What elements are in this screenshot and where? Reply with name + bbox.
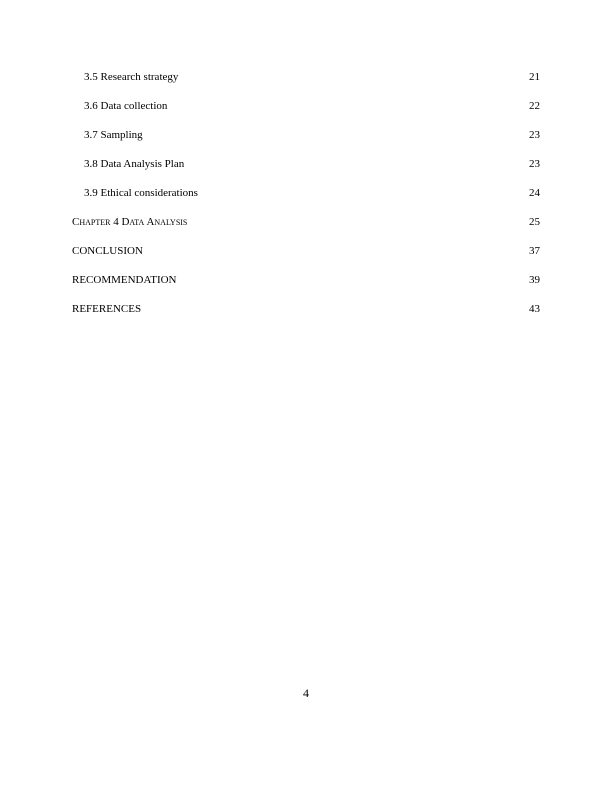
toc-entry-page: 22 bbox=[529, 100, 540, 112]
toc-entry-title: CONCLUSION bbox=[72, 245, 143, 257]
toc-entry-page: 21 bbox=[529, 71, 540, 83]
toc-entry-recommendation[interactable] bbox=[72, 273, 540, 302]
toc-entry-title: 3.8 Data Analysis Plan bbox=[84, 158, 185, 170]
toc-entry-data-analysis-plan[interactable] bbox=[72, 157, 540, 186]
toc-entry-page: 23 bbox=[529, 158, 540, 170]
toc-entry-data-collection[interactable] bbox=[72, 99, 540, 128]
toc-entry-research-strategy[interactable] bbox=[72, 70, 540, 99]
toc-entry-chapter-4[interactable] bbox=[72, 215, 540, 244]
toc-entry-title: 3.5 Research strategy bbox=[84, 71, 179, 83]
toc-entry-sampling[interactable] bbox=[72, 128, 540, 157]
toc-entry-page: 43 bbox=[529, 303, 540, 315]
toc-entry-title: 3.7 Sampling bbox=[84, 129, 143, 141]
toc-entry-page: 37 bbox=[529, 245, 540, 257]
page-number: 4 bbox=[303, 686, 309, 700]
toc-entry-page: 39 bbox=[529, 274, 540, 286]
toc-entry-conclusion[interactable] bbox=[72, 244, 540, 273]
toc-entry-page: 24 bbox=[529, 187, 540, 199]
toc-entry-references[interactable] bbox=[72, 302, 540, 331]
toc-entry-page: 25 bbox=[529, 216, 540, 228]
toc-entry-title: Chapter 4 Data Analysis bbox=[72, 216, 188, 228]
table-of-contents bbox=[72, 70, 540, 331]
toc-entry-title: 3.9 Ethical considerations bbox=[84, 187, 198, 199]
toc-entry-page: 23 bbox=[529, 129, 540, 141]
toc-entry-title: REFERENCES bbox=[72, 303, 142, 315]
toc-entry-title: 3.6 Data collection bbox=[84, 100, 168, 112]
toc-entry-title: RECOMMENDATION bbox=[72, 274, 177, 286]
toc-entry-ethical-considerations[interactable] bbox=[72, 186, 540, 215]
